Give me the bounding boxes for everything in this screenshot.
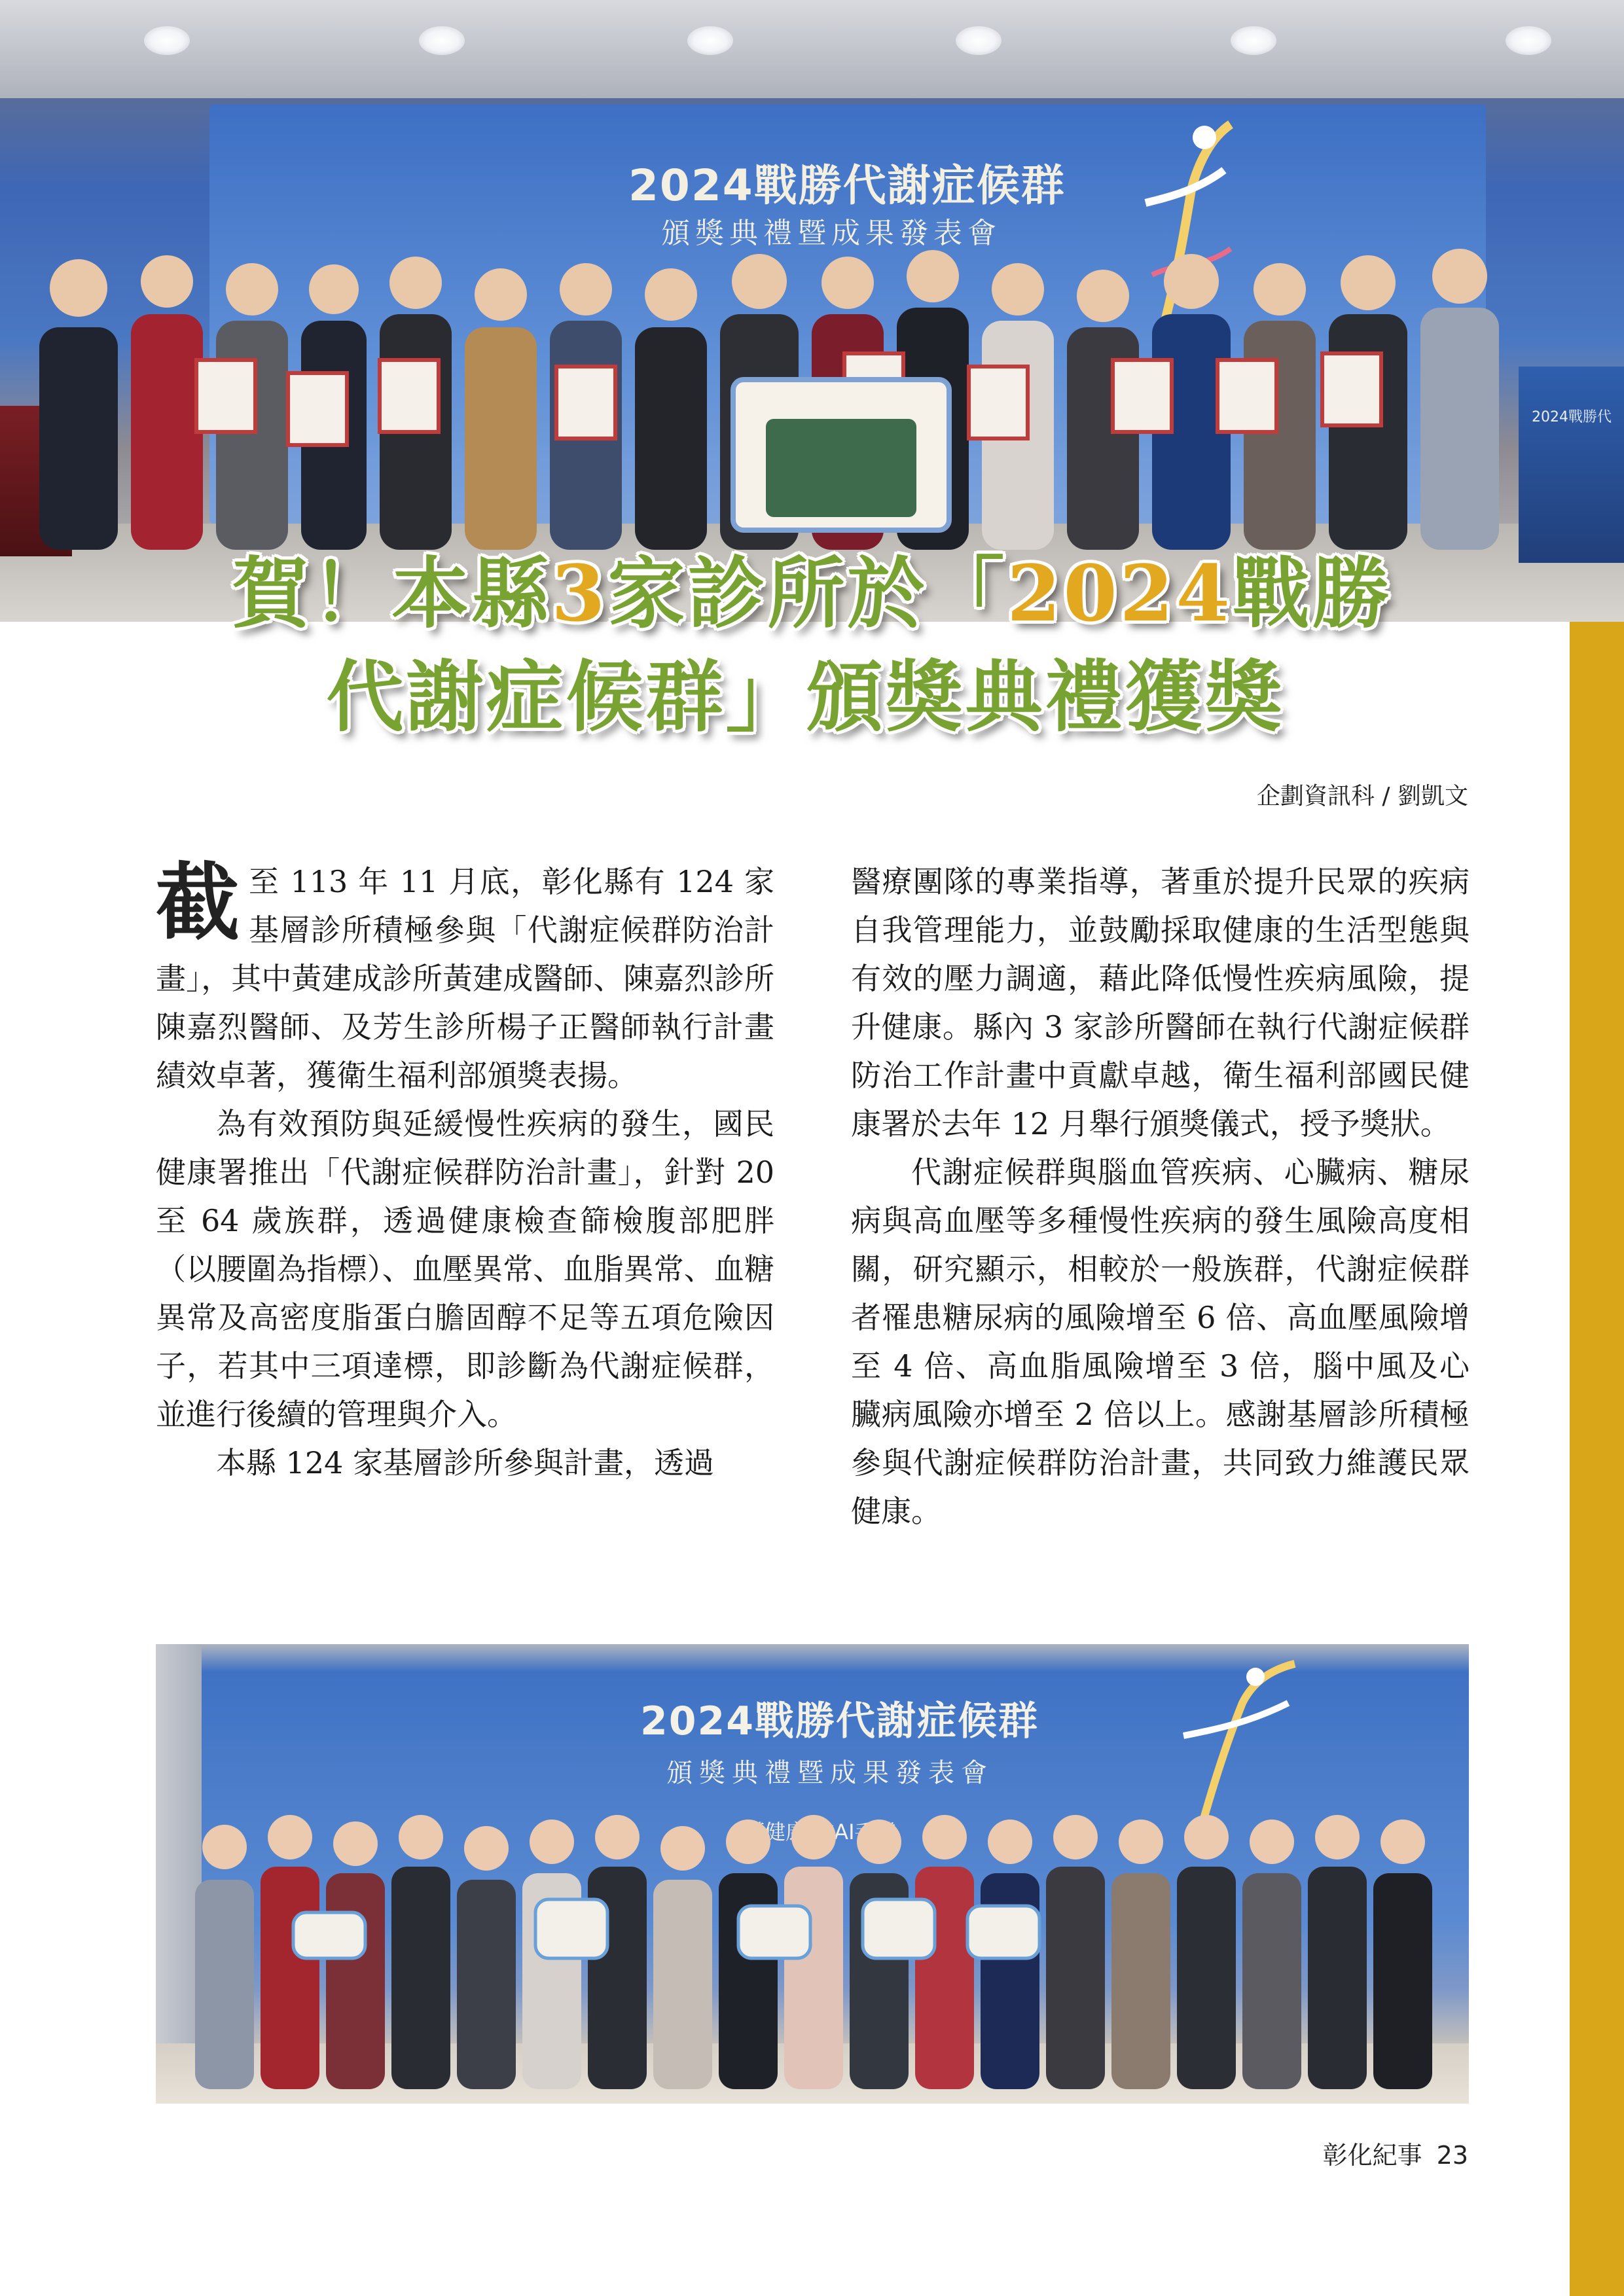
headline-number: 3 — [551, 548, 608, 639]
paragraph-text: 至 113 年 11 月底，彰化縣有 124 家基層診所積極參與「代謝症候群防治計畫」，其中黃建成診所黃建成醫師、陳嘉烈診所陳嘉烈醫師、及芳生診所楊子正醫師執行計畫績效卓著，獲衛生福利部頒獎表揚。 — [156, 864, 774, 1093]
backdrop-subtitle: 頒獎典禮暨成果發表會 — [666, 1758, 994, 1788]
gold-sidebar — [1570, 622, 1624, 2296]
hero-photo — [0, 0, 1624, 622]
headline-line-1 — [0, 531, 1624, 643]
ceiling-light — [1231, 26, 1276, 55]
headline-line-2: 代謝症候群」頒獎典禮獲獎 — [326, 651, 1285, 742]
podium-label: 2024戰勝代 — [1532, 409, 1612, 425]
publication-name: 彰化紀事 — [1322, 2141, 1422, 2170]
page-footer — [1323, 2135, 1468, 2171]
paragraph: 代謝症候群與腦血管疾病、心臟病、糖尿病與高血壓等多種慢性疾病的發生風險高度相關，研究顯示，相較於一般族群，代謝症候群者罹患糖尿病的風險增至 6 倍、高血壓風險增至 4 倍、高血脂風險增至 3 倍，腦中風及心臟病風險亦增至 2 倍以上。感謝基層診所積極參與代謝症候群防治計畫，共同致力維護民眾健康。 — [851, 1155, 1470, 1529]
headline-suffix: 戰勝 — [1232, 548, 1392, 639]
group-photo — [156, 1644, 1469, 2104]
paragraph: 本縣 124 家基層診所參與計畫，透過 — [216, 1445, 715, 1480]
headline-mid: 家診所於「 — [607, 548, 1007, 639]
backdrop-tag: 護健康 拿AI手機 — [744, 1820, 897, 1844]
headline-year: 2024 — [1007, 548, 1233, 639]
ceiling-light — [1506, 26, 1551, 55]
backdrop-title: 2024戰勝代謝症候群 — [640, 1698, 1039, 1744]
article-column-left — [156, 854, 774, 1487]
backdrop-subtitle: 頒獎典禮暨成果發表會 — [661, 217, 1001, 250]
paragraph: 為有效預防與延緩慢性疾病的發生，國民健康署推出「代謝症候群防治計畫」，針對 20 至 64 歲族群，透過健康檢查篩檢腹部肥胖（以腰圍為指標）、血壓異常、血脂異常、血糖異常及高密度脂蛋白膽固醇不足等五項危險因子，若其中三項達標，即診斷為代謝症候群，並進行後續的管理與介入。 — [156, 1106, 774, 1432]
article-column-right — [851, 857, 1470, 1535]
ceiling-light — [687, 26, 733, 55]
paragraph — [156, 854, 774, 1100]
ceiling-light — [419, 26, 465, 55]
ceiling-light — [144, 26, 190, 55]
award-recipients-group — [39, 249, 1499, 550]
ceiling-light — [956, 26, 1001, 55]
backdrop-title: 2024戰勝代謝症候群 — [628, 160, 1066, 211]
drop-cap: 截 — [156, 854, 240, 952]
group-of-people — [195, 1801, 1465, 2089]
headline-prefix: 賀！本縣 — [232, 548, 552, 639]
ceiling — [0, 0, 1624, 98]
page-number: 23 — [1436, 2141, 1468, 2170]
paragraph: 醫療團隊的專業指導，著重於提升民眾的疾病自我管理能力，並鼓勵採取健康的生活型態與有效的壓力調適，藉此降低慢性疾病風險，提升健康。縣內 3 家診所醫師在執行代謝症候群防治工作計畫中貢獻卓越，衛生福利部國民健康署於去年 12 月舉行頒獎儀式，授予獎狀。 — [851, 864, 1470, 1141]
byline: 企劃資訊科 / 劉凱文 — [1256, 783, 1468, 810]
